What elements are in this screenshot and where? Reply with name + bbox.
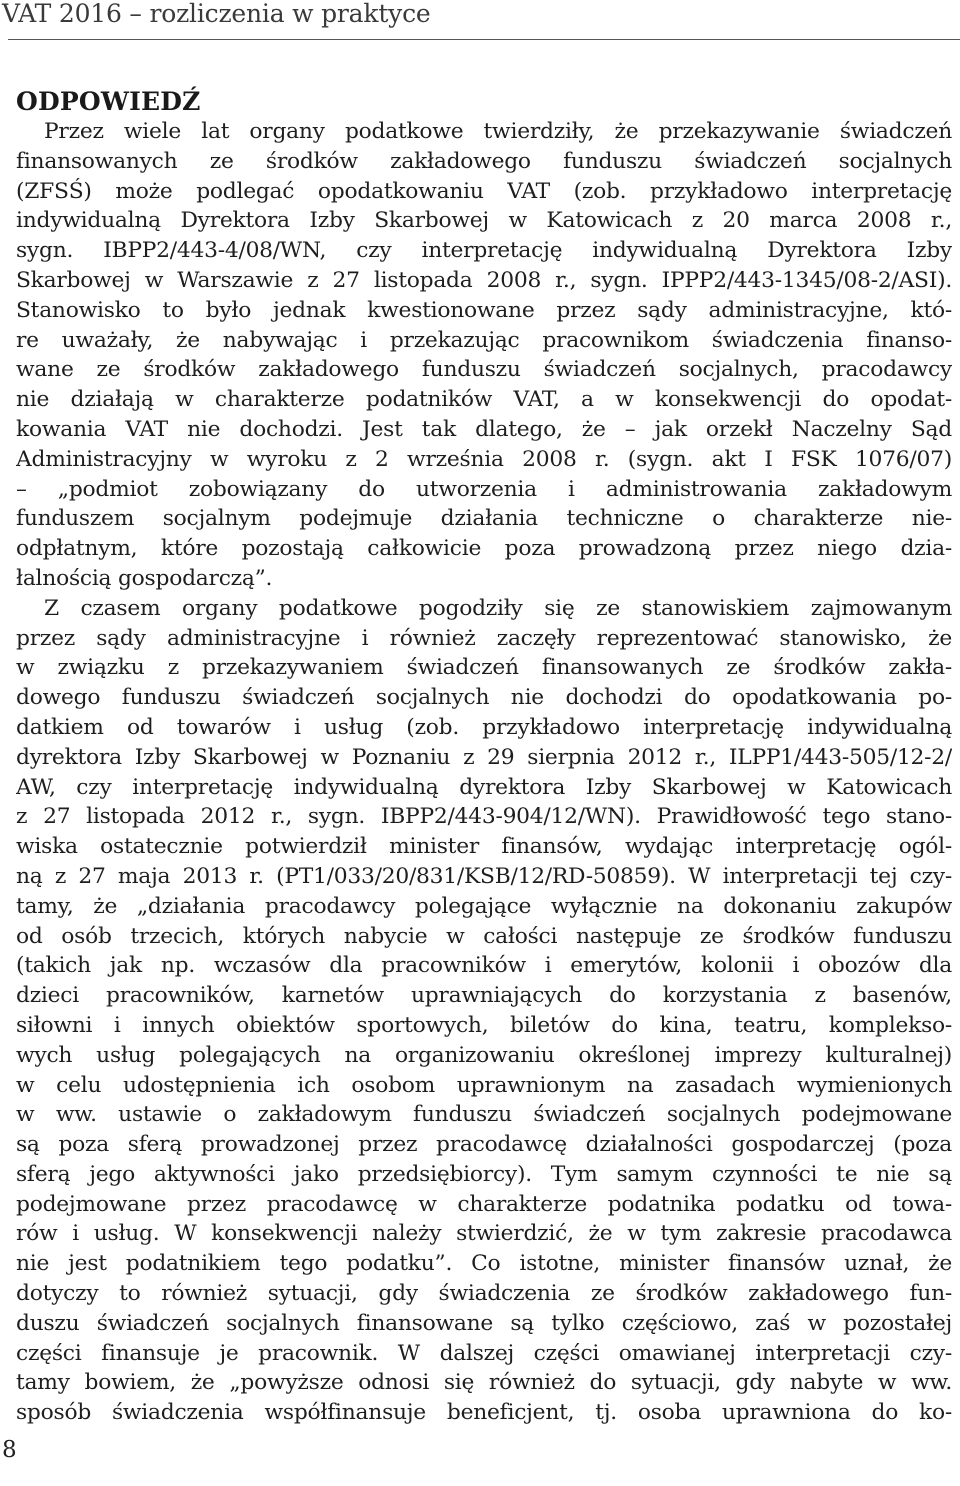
text-line: indywidualną Dyrektora Izby Skarbowej w Katowicach z 20 marca 2008 r., (16, 208, 952, 234)
text-line: dzieci pracowników, karnetów uprawniających do korzystania z basenów, (16, 983, 952, 1009)
text-line: są poza sferą prowadzonej przez pracodawcę działalności gospodarczej (poza (16, 1132, 952, 1158)
text-line: podejmowane przez pracodawcę w charakterze podatnika podatku od towa- (16, 1191, 952, 1217)
text-line: dotyczy to również sytuacji, gdy świadczenia ze środków zakładowego fun- (16, 1281, 952, 1307)
text-line: przez sądy administracyjne i również zaczęły reprezentować stanowisko, że (16, 625, 952, 651)
text-line: z 27 listopada 2012 r., sygn. IBPP2/443-904/12/WN). Prawidłowość tego stano- (16, 804, 952, 830)
text-line: sygn. IBPP2/443-4/08/WN, czy interpretację indywidualną Dyrektora Izby (16, 238, 952, 264)
text-line: Stanowisko to było jednak kwestionowane przez sądy administracyjne, któ- (16, 297, 952, 323)
text-line: nie jest podatnikiem tego podatku”. Co istotne, minister finansów uznał, że (16, 1251, 952, 1277)
text-line: duszu świadczeń socjalnych finansowane są tylko częściowo, zaś w pozostałej (16, 1310, 952, 1336)
header-rule (8, 39, 960, 40)
text-line: Administracyjny w wyroku z 2 września 2008 r. (sygn. akt I FSK 1076/07) (16, 446, 952, 472)
text-line: siłowni i innych obiektów sportowych, biletów do kina, teatru, komplekso- (16, 1012, 952, 1038)
text-line: wane ze środków zakładowego funduszu świadczeń socjalnych, pracodawcy (16, 357, 952, 383)
body-text (16, 117, 952, 1428)
text-line: (ZFSŚ) może podlegać opodatkowaniu VAT (zob. przykładowo interpretację (16, 178, 952, 204)
text-line: datkiem od towarów i usług (zob. przykładowo interpretację indywidualną (16, 714, 952, 740)
text-line: – „podmiot zobowiązany do utworzenia i administrowania zakładowym (16, 476, 952, 502)
text-line: finansowanych ze środków zakładowego funduszu świadczeń socjalnych (16, 148, 952, 174)
text-line: wych usług polegających na organizowaniu określonej imprezy kulturalnej) (16, 1042, 952, 1068)
text-line: łalnością gospodarczą”. (16, 565, 273, 591)
text-line: (takich jak np. wczasów dla pracowników i emerytów, kolonii i obozów dla (16, 953, 952, 979)
text-line: od osób trzecich, których nabycie w całości następuje ze środków funduszu (16, 923, 952, 949)
text-line: ną z 27 maja 2013 r. (PT1/033/20/831/KSB/12/RD-50859). W interpretacji tej czy- (16, 863, 952, 889)
text-line: rów i usług. W konsekwencji należy stwierdzić, że w tym zakresie pracodawca (16, 1221, 952, 1247)
text-line: re uważały, że nabywając i przekazując pracownikom świadczenia finanso- (16, 327, 952, 353)
text-line: Z czasem organy podatkowe pogodziły się ze stanowiskiem zajmowanym (44, 595, 952, 621)
text-line: dowego funduszu świadczeń socjalnych nie dochodzi do opodatkowania po- (16, 685, 952, 711)
text-line: odpłatnym, które pozostają całkowicie poza prowadzoną przez niego dzia- (16, 536, 952, 562)
page-number: 8 (2, 1437, 17, 1463)
text-line: nie działają w charakterze podatników VAT, a w konsekwencji do opodat- (16, 387, 952, 413)
text-line: w ww. ustawie o zakładowym funduszu świadczeń socjalnych podejmowane (16, 1102, 952, 1128)
text-line: dyrektora Izby Skarbowej w Poznaniu z 29 sierpnia 2012 r., ILPP1/443-505/12-2/ (16, 744, 952, 770)
text-line: w związku z przekazywaniem świadczeń finansowanych ze środków zakła- (16, 655, 952, 681)
text-line: AW, czy interpretację indywidualną dyrektora Izby Skarbowej w Katowicach (16, 774, 952, 800)
text-line: sferą jego aktywności jako przedsiębiorcy). Tym samym czynności te nie są (16, 1161, 952, 1187)
text-line: Skarbowej w Warszawie z 27 listopada 2008 r., sygn. IPPP2/443-1345/08-2/ASI). (16, 267, 952, 293)
text-line: kowania VAT nie dochodzi. Jest tak dlatego, że – jak orzekł Naczelny Sąd (16, 416, 952, 442)
text-line: tamy bowiem, że „powyższe odnosi się również do sytuacji, gdy nabyte w ww. (16, 1370, 952, 1396)
text-line: tamy, że „działania pracodawcy polegające wyłącznie na dokonaniu zakupów (16, 893, 952, 919)
section-heading: ODPOWIEDŹ (16, 87, 201, 116)
text-line: wiska ostatecznie potwierdził minister finansów, wydając interpretację ogól- (16, 834, 952, 860)
text-line: funduszem socjalnym podejmuje działania techniczne o charakterze nie- (16, 506, 952, 532)
text-line: w celu udostępnienia ich osobom uprawnionym na zasadach wymienionych (16, 1072, 952, 1098)
text-line: części finansuje je pracownik. W dalszej części omawianej interpretacji czy- (16, 1340, 952, 1366)
text-line: Przez wiele lat organy podatkowe twierdziły, że przekazywanie świadczeń (44, 119, 952, 144)
text-line: sposób świadczenia współfinansuje beneficjent, tj. osoba uprawniona do ko- (16, 1400, 952, 1426)
running-head-title: VAT 2016 – rozliczenia w praktyce (2, 0, 431, 28)
